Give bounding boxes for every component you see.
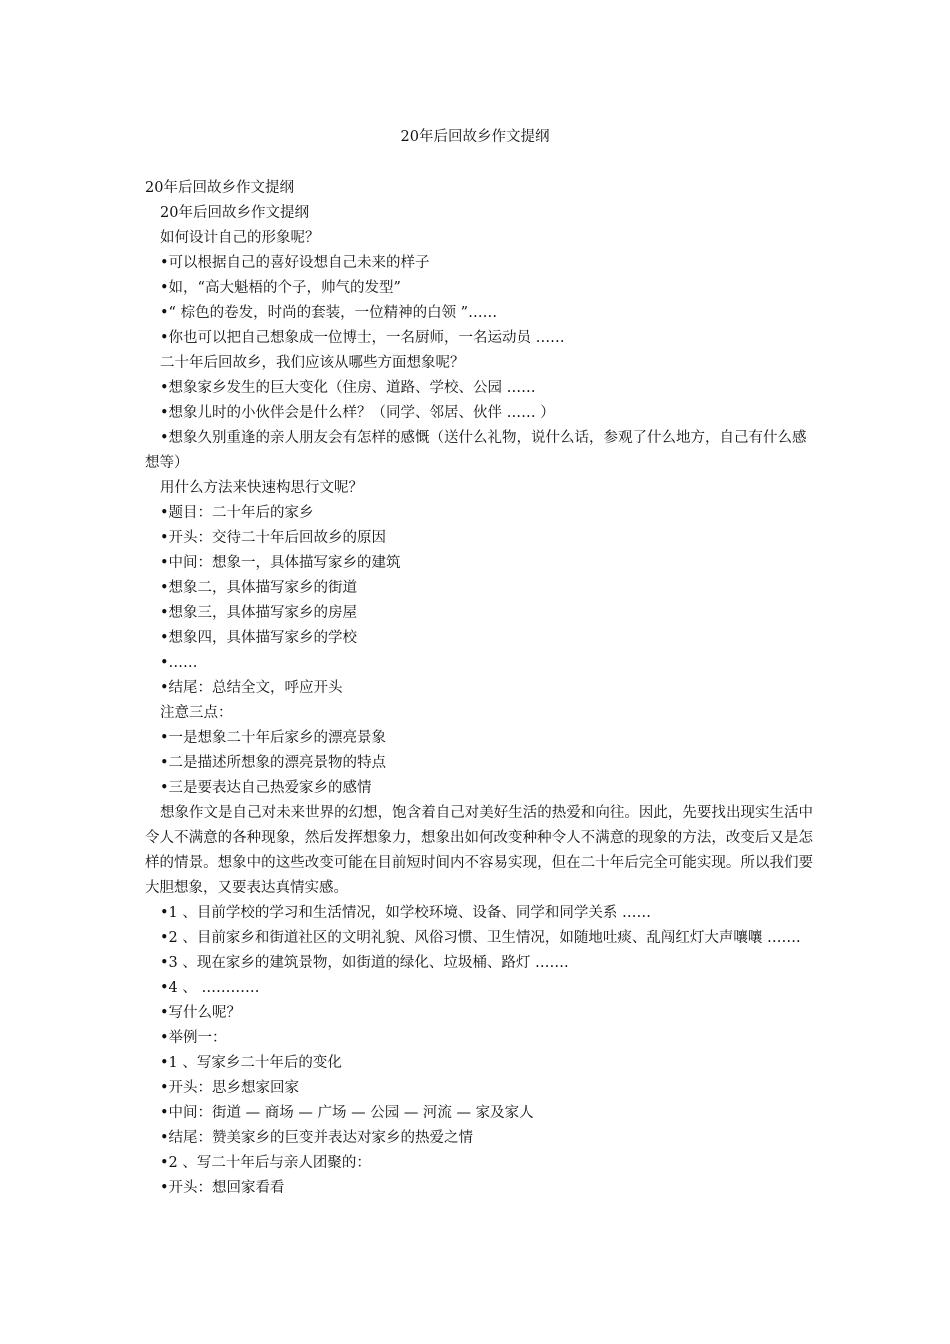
text-line: •你也可以把自己想象成一位博士，一名厨师，一名运动员 ……	[160, 330, 565, 346]
text-line: •1 、写家乡二十年后的变化	[160, 1055, 342, 1071]
text-line: •结尾：总结全文，呼应开头	[160, 680, 343, 696]
text-line: •开头：思乡想家回家	[160, 1080, 300, 1096]
text-line: •三是要表达自己热爱家乡的感情	[160, 780, 372, 796]
text-line: •想象三，具体描写家乡的房屋	[160, 605, 358, 621]
text-paragraph: 想象作文是自己对未来世界的幻想，饱含着自己对美好生活的热爱和向往。因此，先要找出现实生活中令人不满意的各种现象，然后发挥想象力，想象出如何改变种种令人不满意的现象的方法，改变后又是怎样的情景。想象中的这些改变可能在目前短时间内不容易实现，但在二十年后完全可能实现。所以我们要大胆想象，又要表达真情实感。	[145, 805, 813, 896]
text-line: •举例一：	[160, 1030, 227, 1046]
text-line: •中间：街道 — 商场 — 广场 — 公园 — 河流 — 家及家人	[160, 1105, 534, 1121]
text-line: •2 、写二十年后与亲人团聚的：	[160, 1155, 371, 1171]
document-body	[145, 176, 813, 1201]
text-line: •中间：想象一，具体描写家乡的建筑	[160, 555, 401, 571]
text-line: •可以根据自己的喜好设想自己未来的样子	[160, 255, 430, 271]
text-line: 20年后回故乡作文提纲	[145, 180, 294, 196]
text-line: •如，“高大魁梧的个子，帅气的发型”	[160, 280, 401, 296]
text-line: •二是描述所想象的漂亮景物的特点	[160, 755, 387, 771]
text-line: •想象二，具体描写家乡的街道	[160, 580, 358, 596]
text-line: •4 、 …………	[160, 980, 260, 996]
text-line: 如何设计自己的形象呢？	[160, 230, 320, 246]
text-line: •“ 棕色的卷发，时尚的套装，一位精神的白领 ”……	[160, 305, 498, 321]
text-line: •想象家乡发生的巨大变化（住房、道路、学校、公园 ……	[160, 380, 536, 396]
text-line: •一是想象二十年后家乡的漂亮景象	[160, 730, 387, 746]
text-line: 二十年后回故乡，我们应该从哪些方面想象呢？	[160, 355, 465, 371]
text-line: •开头：交待二十年后回故乡的原因	[160, 530, 387, 546]
text-line: 用什么方法来快速构思行文呢？	[160, 480, 363, 496]
text-paragraph: •想象久别重逢的亲人朋友会有怎样的感慨（送什么礼物，说什么话，参观了什么地方，自己有什么感想等）	[145, 430, 807, 471]
text-line: •想象儿时的小伙伴会是什么样？（同学、邻居、伙伴 …… ）	[160, 405, 555, 421]
text-line: •1 、目前学校的学习和生活情况，如学校环境、设备、同学和同学关系 ……	[160, 905, 651, 921]
text-line: 注意三点：	[160, 705, 233, 721]
text-line: •想象四，具体描写家乡的学校	[160, 630, 358, 646]
text-line: •写什么呢？	[160, 1005, 242, 1021]
text-line: •结尾：赞美家乡的巨变并表达对家乡的热爱之情	[160, 1130, 474, 1146]
text-line: •3 、现在家乡的建筑景物，如街道的绿化、垃圾桶、路灯 …….	[160, 955, 569, 971]
text-line: •题目：二十年后的家乡	[160, 505, 314, 521]
text-line: 20年后回故乡作文提纲	[160, 205, 309, 221]
page-title: 20年后回故乡作文提纲	[400, 129, 550, 145]
text-line: •……	[160, 655, 198, 671]
text-line: •开头：想回家看看	[160, 1180, 285, 1196]
text-paragraph: •2 、目前家乡和街道社区的文明礼貌、风俗习惯、卫生情况，如随地吐痰、乱闯红灯大声嚷嚷 …….	[160, 930, 801, 946]
